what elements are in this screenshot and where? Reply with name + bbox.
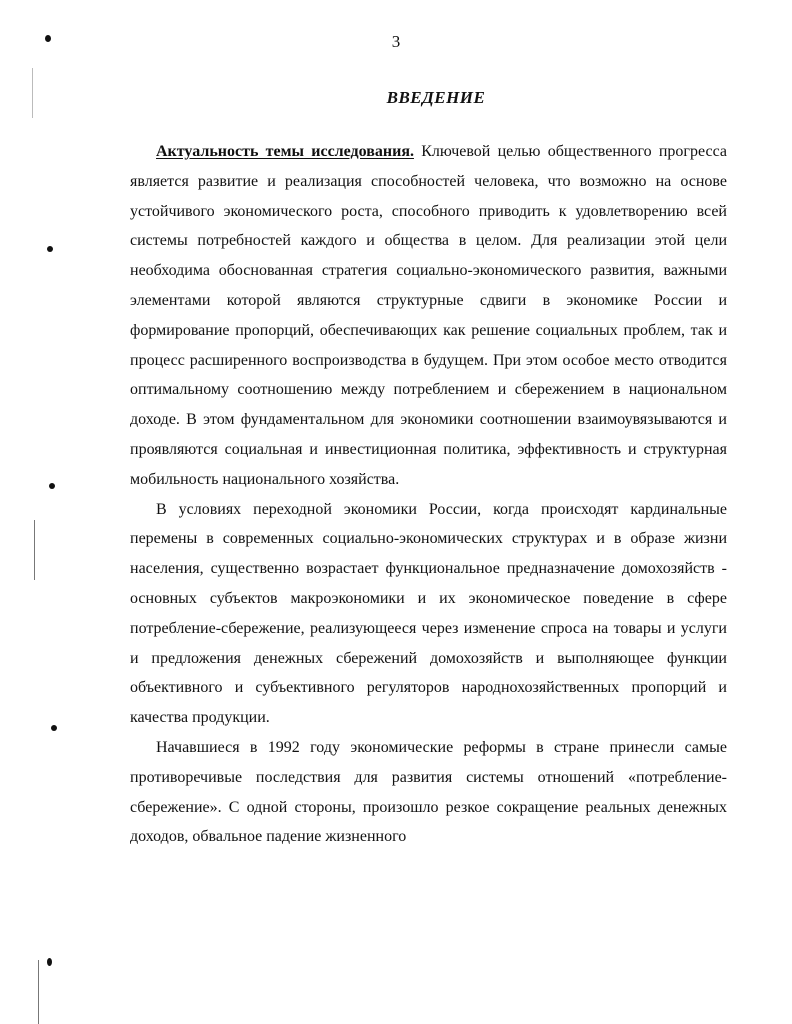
- paragraph: [130, 495, 727, 733]
- page-title: ВВЕДЕНИЕ: [386, 88, 486, 107]
- scan-dot: [47, 958, 52, 966]
- scan-dot: [47, 246, 53, 252]
- paragraph-lead: Актуальность темы исследования.: [156, 143, 414, 160]
- scan-dot: [49, 483, 55, 489]
- paragraph: [130, 733, 727, 852]
- page-number: 3: [391, 32, 401, 51]
- scan-edge-line: [34, 520, 35, 580]
- scan-edge-line: [38, 960, 39, 1024]
- paragraph-text: Ключевой целью общественного прогресса является развитие и реализация способностей человека, что возможно на основе устойчивого экономического роста, способного приводить к удовлетворению всей системы потребностей каждого и общества в целом. Для реализации этой цели необходима обоснованная стратегия социально-экономического развития, важными элементами которой являются структурные сдвиги в экономике России и формирование пропорций, обеспечивающих как решение социальных проблем, так и процесс расширенного воспроизводства в будущем. При этом особое место отводится оптимальному соотношению между потреблением и сбережением в национальном доходе. В этом фундаментальном для экономики соотношении взаимоувязываются и проявляются социальная и инвестиционная политика, эффективность и структурная мобильность национального хозяйства.: [130, 143, 727, 488]
- paragraph-text: Начавшиеся в 1992 году экономические реформы в стране принесли самые противоречивые последствия для развития системы отношений «потребление-сбережение». С одной стороны, произошло резкое сокращение реальных денежных доходов, обвальное падение жизненного: [130, 738, 727, 846]
- scan-dot: [51, 725, 57, 731]
- body-text: [130, 137, 727, 852]
- paragraph: [130, 137, 727, 495]
- paragraph-text: В условиях переходной экономики России, когда происходят кардинальные перемены в современных социально-экономических структурах и в образе жизни населения, существенно возрастает функциональное предназначение домохозяйств - основных субъектов макроэкономики и их экономическое поведение в сфере потребление-сбережение, реализующееся через изменение спроса на товары и услуги и предложения денежных сбережений домохозяйств и выполняющее функции объективного и субъективного регуляторов народнохозяйственных пропорций и качества продукции.: [130, 500, 727, 727]
